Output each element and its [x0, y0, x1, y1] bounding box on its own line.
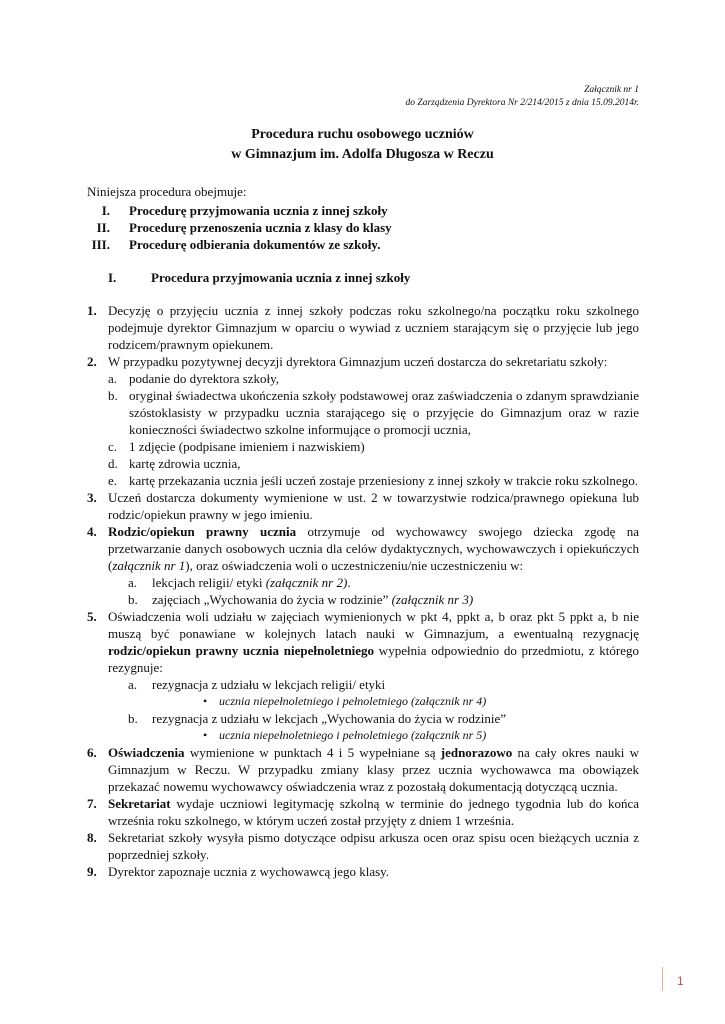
sub-item	[108, 676, 639, 693]
sub-letter: a.	[128, 677, 138, 692]
list-item	[87, 829, 639, 863]
bold-phrase: jednorazowo	[440, 745, 513, 760]
sub-item	[108, 472, 639, 489]
item-text: Uczeń dostarcza dokumenty wymienione w ust. 2 w towarzystwie rodzica/prawnego opiekuna lub rodzic/opiekun prawny w jego imieniu.	[108, 490, 639, 522]
toc-item	[70, 220, 392, 236]
sub-text: rezygnacja z udziału w lekcjach „Wychowania do życia w rodzinie”	[152, 711, 507, 726]
item-text: Dyrektor zapoznaje ucznia z wychowawcą jego klasy.	[108, 864, 390, 879]
list-item	[87, 863, 639, 880]
toc-item	[70, 203, 388, 219]
section-number: I.	[108, 270, 117, 285]
item-number: 3.	[87, 490, 97, 505]
list-item	[87, 302, 639, 353]
list-item	[87, 489, 639, 523]
item-number: 6.	[87, 745, 97, 760]
text-fragment: .	[347, 575, 351, 590]
item-number: 9.	[87, 864, 97, 879]
list-item	[87, 744, 639, 795]
sub-item	[108, 710, 639, 727]
text-fragment: ), oraz oświadczenia woli o uczestniczeniu/nie uczestniczeniu w:	[185, 558, 524, 573]
sub-text: oryginał świadectwa ukończenia szkoły podstawowej oraz zaświadczenia o zdanym sprawdzianie szóstoklasisty w przypadku ucznia starającego się o przyjęcie do Gimnazjum oraz w razie konieczności świadectwo szkolne informujące o promocji ucznia,	[129, 388, 639, 437]
sub-item	[108, 455, 639, 472]
bold-phrase: Sekretariat	[108, 796, 171, 811]
attachment-ref: załącznik nr 1	[112, 558, 186, 573]
attachment-ref: (załącznik nr 3)	[391, 592, 474, 607]
page-number-divider	[662, 967, 663, 991]
bullet-text: ucznia niepełnoletniego i pełnoletniego (załącznik nr 5)	[219, 728, 487, 742]
list-item	[87, 523, 639, 608]
text-fragment: wypełnia odpowiednio do przedmiotu, z którego rezygnuje:	[108, 643, 639, 675]
toc-text: Procedurę przenoszenia ucznia z klasy do klasy	[129, 220, 392, 235]
sub-item	[108, 438, 639, 455]
sub-text: kartę zdrowia ucznia,	[129, 456, 241, 471]
sub-letter: b.	[128, 592, 138, 607]
item-number: 7.	[87, 796, 97, 811]
item-number: 8.	[87, 830, 97, 845]
section-title: Procedura przyjmowania ucznia z innej szkoły	[151, 270, 411, 285]
sub-letter: b.	[128, 711, 138, 726]
sub-item	[108, 574, 639, 591]
list-item	[87, 608, 639, 744]
bold-phrase: rodzic/opiekun prawny ucznia niepełnoletniego	[108, 643, 375, 658]
item-number: 5.	[87, 609, 97, 624]
sub-letter: e.	[108, 473, 118, 488]
text-fragment: na cały okres nauki w Gimnazjum w Reczu. W przypadku zmiany klasy przez ucznia wychowawca ma obowiązek przekazać nowemu wychowawcy oświadczenia wraz z pozostałą dokumentacją dotyczącą ucznia.	[108, 745, 639, 794]
toc-number: II.	[96, 220, 110, 235]
toc-item	[70, 237, 380, 253]
sub-letter: c.	[108, 439, 118, 454]
toc-text: Procedurę przyjmowania ucznia z innej szkoły	[129, 203, 388, 218]
sub-item	[108, 387, 639, 438]
bold-phrase: Oświadczenia	[108, 745, 185, 760]
text-fragment: wymienione w punktach 4 i 5 wypełniane są	[184, 745, 441, 760]
document-title-line2: w Gimnazjum im. Adolfa Długosza w Reczu	[231, 147, 494, 162]
item-text: W przypadku pozytywnej decyzji dyrektora Gimnazjum uczeń dostarcza do sekretariatu szkoły:	[108, 354, 608, 369]
item-number: 1.	[87, 303, 97, 318]
attachment-label: Załącznik nr 1	[584, 85, 639, 95]
sub-letter: b.	[108, 388, 118, 403]
attachment-reference: do Zarządzenia Dyrektora Nr 2/214/2015 z dnia 15.09.2014r.	[405, 98, 639, 108]
item-text	[108, 523, 639, 574]
sub-letter: d.	[108, 456, 118, 471]
item-text: Decyzję o przyjęciu ucznia z innej szkoły podczas roku szkolnego/na początku roku szkolnego podejmuje dyrektor Gimnazjum w oparciu o wywiad z uczniem starającym się o przyjęcie lub jego rodzicem/prawnym opiekunem.	[108, 303, 639, 352]
item-text	[108, 608, 639, 676]
sub-text: 1 zdjęcie (podpisane imieniem i nazwiskiem)	[129, 439, 365, 454]
page-number: 1	[677, 974, 684, 988]
sub-text: lekcjach religii/ etyki	[152, 575, 266, 590]
sub-letter: a.	[108, 371, 118, 386]
sub-item	[108, 591, 639, 608]
toc-text: Procedurę odbierania dokumentów ze szkoły.	[129, 237, 381, 252]
text-fragment: wydaje uczniowi legitymację szkolną w terminie do jednego tygodnia lub do końca września roku szkolnego, w którym uczeń został przyjęty z dniem 1 września.	[108, 796, 639, 828]
procedure-list	[87, 302, 639, 880]
document-title-line1: Procedura ruchu osobowego uczniów	[251, 127, 474, 142]
text-fragment: Oświadczenia woli udziału w zajęciach wymienionych w pkt 4, ppkt a, b oraz pkt 5 ppkt a, b nie muszą być ponawiane w kolejnych latach nauki w Gimnazjum, a ewentualną rezygnację	[108, 609, 639, 641]
bullet-icon: •	[203, 694, 208, 708]
toc-number: I.	[101, 203, 110, 218]
sub-text: kartę przekazania ucznia jeśli uczeń zostaje przeniesiony z innej szkoły w trakcie roku szkolnego.	[129, 473, 638, 488]
sub-text: zajęciach „Wychowania do życia w rodzinie”	[152, 592, 392, 607]
sub-letter: a.	[128, 575, 138, 590]
bullet-icon: •	[203, 728, 208, 742]
toc-number: III.	[91, 237, 110, 252]
item-number: 4.	[87, 524, 97, 539]
list-item	[87, 795, 639, 829]
item-text: Sekretariat szkoły wysyła pismo dotyczące odpisu arkusza ocen oraz spisu ocen bieżących ucznia z poprzedniej szkoły.	[108, 830, 639, 862]
section-heading	[108, 270, 410, 286]
item-text	[108, 795, 639, 829]
bold-phrase: Rodzic/opiekun prawny ucznia	[108, 524, 297, 539]
item-text	[108, 744, 639, 795]
sub-item	[108, 370, 639, 387]
list-item	[87, 353, 639, 489]
bullet-text: uczniа niepełnoletniego i pełnoletniego (załącznik nr 4)	[219, 694, 487, 708]
sub-text: podanie do dyrektora szkoły,	[129, 371, 280, 386]
attachment-ref: (załącznik nr 2)	[265, 575, 348, 590]
bullet-item	[108, 693, 639, 710]
text-fragment: otrzymuje od wychowawcy swojego dziecka zgodę na przetwarzanie danych osobowych ucznia dla celów dydaktycznych, wychowawczych i opiekuńczych (	[108, 524, 640, 573]
bullet-item	[108, 727, 639, 744]
item-number: 2.	[87, 354, 97, 369]
intro-text: Niniejsza procedura obejmuje:	[87, 184, 247, 199]
sub-text: rezygnacja z udziału w lekcjach religii/ etyki	[152, 677, 386, 692]
